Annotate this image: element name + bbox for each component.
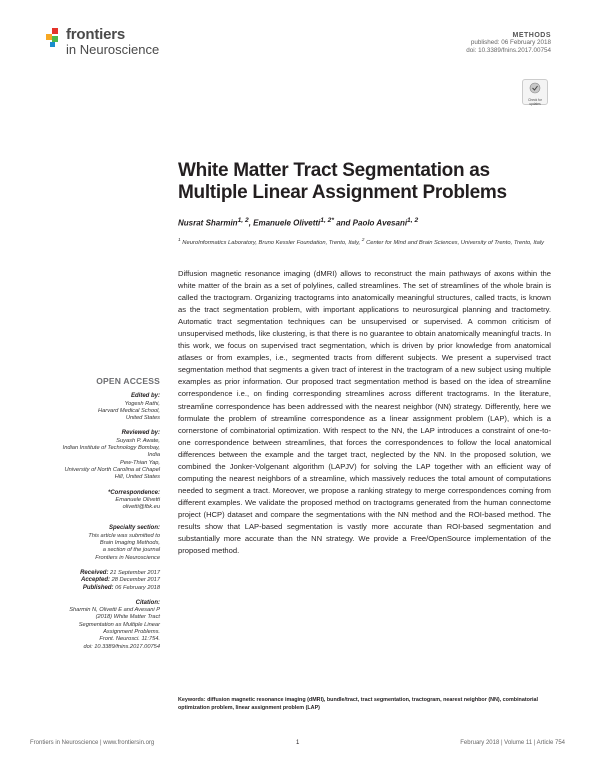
date-accepted: Accepted: 28 December 2017 — [81, 577, 160, 584]
specialty-section — [44, 525, 160, 561]
citation-label: Citation: — [135, 599, 160, 606]
author-list — [178, 217, 418, 228]
citation-line: (2018) White Matter Tract — [95, 614, 160, 621]
journal-logo[interactable] — [44, 24, 204, 56]
reviewer-line: Pew-Thian Yap, — [120, 459, 160, 466]
correspondence-email[interactable]: olivetti@fbk.eu — [122, 504, 160, 511]
editor-line: Yogesh Rathi, — [124, 400, 160, 407]
journal-name: in Neuroscience — [66, 42, 160, 57]
keywords-list: diffusion magnetic resonance imaging (dMRI), bundle/tract, tract segmentation, tractogram, nearest neighbor (NN), combinatorial optimization problem, linear assignment problem (LAP) — [178, 697, 539, 711]
reviewer-line: Hill, United States — [114, 474, 160, 481]
article-sidebar — [44, 378, 160, 659]
citation-section — [44, 600, 160, 651]
author-affiliation-marker: 1, 2* — [320, 217, 334, 224]
citation-line: Sharmin N, Olivetti E and Avesani P — [69, 607, 160, 614]
article-doi[interactable]: doi: 10.3389/fnins.2017.00754 — [466, 47, 551, 54]
affiliation-text: NeuroInformatics Laboratory, Bruno Kessler Foundation, Trento, Italy, — [180, 239, 362, 246]
citation-doi[interactable]: doi: 10.3389/fnins.2017.00754 — [83, 643, 160, 650]
footer-volume-info: February 2018 | Volume 11 | Article 754 — [460, 740, 565, 746]
author-name[interactable]: Paolo Avesani — [352, 218, 408, 228]
published-date: published: 06 February 2018 — [470, 39, 551, 46]
reviewer-line: University of North Carolina at Chapel — [64, 466, 160, 473]
title-line-1: White Matter Tract Segmentation as — [178, 160, 490, 181]
correspondence-label: *Correspondence: — [107, 489, 160, 496]
check-updates-label: Check for updates — [528, 98, 542, 106]
open-access-label: OPEN ACCESS — [96, 376, 160, 386]
specialty-label: Specialty section: — [108, 525, 160, 532]
correspondence-name: Emanuele Olivetti — [115, 496, 160, 503]
reviewer-line: India — [147, 452, 160, 459]
citation-line: Segmentation as Multiple Linear — [78, 621, 160, 628]
keywords-label: Keywords: — [178, 697, 206, 703]
reviewed-by-label: Reviewed by: — [121, 430, 160, 437]
page-number: 1 — [296, 740, 300, 746]
specialty-line: Brain Imaging Methods, — [99, 540, 160, 547]
author-name[interactable]: Emanuele Olivetti — [253, 218, 321, 228]
reviewed-by-section — [44, 430, 160, 481]
specialty-line: a section of the journal — [102, 547, 160, 554]
editor-line: United States — [125, 415, 160, 422]
specialty-line: This article was submitted to — [88, 532, 160, 539]
frontiers-logo-icon — [44, 28, 64, 48]
date-published: Published: 06 February 2018 — [82, 584, 160, 591]
reviewer-line: Suyash P. Awate, — [116, 437, 160, 444]
date-received: Received: 21 September 2017 — [80, 569, 160, 576]
affiliations — [178, 236, 553, 248]
author-affiliation-marker: 1, 2 — [237, 217, 249, 224]
keywords — [178, 696, 553, 712]
editor-line: Harvard Medical School, — [98, 407, 160, 414]
footer-journal-link[interactable]: Frontiers in Neuroscience | www.frontiersin.org — [30, 740, 155, 746]
author-separator: and — [333, 218, 353, 228]
author-affiliation-marker: 1, 2 — [407, 217, 419, 224]
title-line-2: Multiple Linear Assignment Problems — [178, 182, 507, 203]
check-for-updates-button[interactable] — [522, 79, 548, 105]
affiliation-marker: 2 — [361, 238, 365, 243]
edited-by-section — [44, 393, 160, 422]
page-footer — [30, 740, 565, 752]
citation-line: Front. Neurosci. 11:754. — [99, 636, 160, 643]
article-section: METHODS — [512, 32, 551, 39]
dates-section — [44, 570, 160, 592]
affiliation-text: Center for Mind and Brain Sciences, University of Trento, Trento, Italy — [364, 239, 545, 246]
affiliation-marker: 1 — [178, 238, 181, 243]
edited-by-label: Edited by: — [130, 393, 160, 400]
check-updates-icon — [529, 82, 541, 94]
article-header-info — [466, 32, 551, 55]
author-name[interactable]: Nusrat Sharmin — [178, 218, 238, 228]
citation-line: Assignment Problems. — [103, 629, 160, 636]
reviewer-line: Indian Institute of Technology Bombay, — [62, 445, 160, 452]
journal-brand: frontiers — [66, 26, 126, 43]
abstract-text: Diffusion magnetic resonance imaging (dMRI) allows to reconstruct the main pathways of axons within the white matter of the brain as a set of polylines, called streamlines. The set of streamlines of the whole brain is called the tractogram. Organizing tractograms into anatomically meaningful structures, called tracts, is known as the tract segmentation problem, with important applications to neurosurgical planning and tractometry. Automatic tract segmentation techniques can be unsupervised or supervised. A common criticism of unsupervised methods, like clustering, is that there is no guarantee to obtain anatomically meaningful tracts. In this work, we focus on supervised tract segmentation, which is driven by prior knowledge from anatomical atlases or from examples, i.e., segmented tracts from different subjects. We present a supervised tract segmentation method that segments a given tract of interest in the tractogram of a new subject using multiple examples as prior information. Our proposed tract segmentation method is based on the idea of streamline correspondence i.e., on finding corresponding streamlines across different tractograms. In the literature, streamline correspondence has been addressed with the nearest neighbor (NN) strategy. Differently, here we formulate the problem of streamline correspondence as a linear assignment problem (LAP), which is a cornerstone of combinatorial optimization. With respect to the NN, the LAP introduces a constraint of one-to-one correspondence between streamlines, that forces the correspondences to follow the local anatomical differences between the example and the target tract, neglected by the NN. In the proposed solution, we combined the Jonker-Volgenant algorithm (LAPJV) for solving the LAP together with an efficient way of computing the nearest neighbors of a streamline, which massively reduces the total amount of computations needed to segment a tract. Moreover, we propose a ranking strategy to merge correspondences coming from different examples. We validate the proposed method on tractograms generated from the human connectome project (HCP) dataset and compare the segmentations with the NN method and the ROI-based method. The results show that LAP-based segmentation is vastly more accurate than ROI-based segmentation and substantially more accurate than the NN strategy. We provide a Free/OpenSource implementation of the proposed method. — [178, 269, 551, 556]
specialty-line: Frontiers in Neuroscience — [95, 554, 160, 561]
correspondence-section — [44, 490, 160, 512]
author-separator: , — [248, 218, 254, 228]
article-title — [178, 160, 568, 204]
